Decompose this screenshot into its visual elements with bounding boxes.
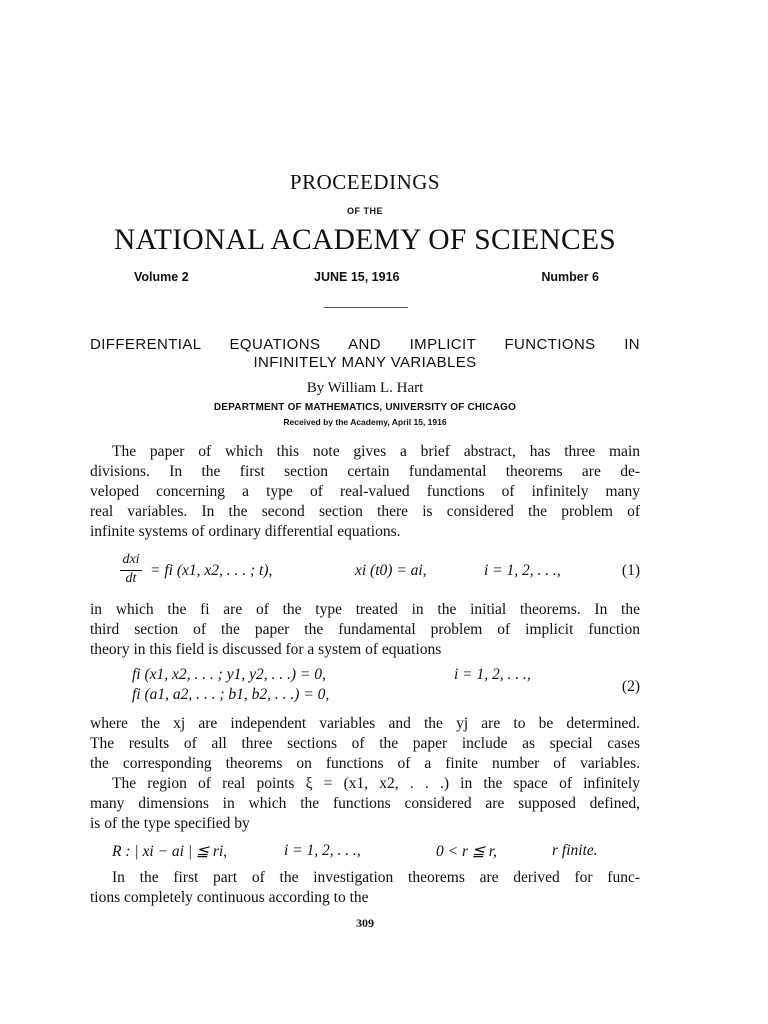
text-line: divisions. In the first section certain fundamental theorems are de- (90, 463, 640, 480)
text-line: in which the fi are of the type treated in the initial theorems. In the (90, 601, 640, 618)
paragraph-1 (90, 442, 640, 542)
text-line: tions completely continuous according to the (90, 889, 369, 906)
paragraph-2 (90, 600, 640, 660)
journal-of: OF THE (347, 206, 383, 216)
equation-2-line-2: fi (a1, a2, . . . ; b1, b2, . . .) = 0, (132, 686, 330, 703)
text-line: The region of real points ξ = (x1, x2, . . .) in the space of infinitely (112, 775, 640, 792)
author-department: DEPARTMENT OF MATHEMATICS, UNIVERSITY OF CHICAGO (213, 402, 517, 413)
paragraph-3 (90, 714, 640, 774)
article-title (90, 336, 640, 372)
received-date: Received by the Academy, April 15, 1916 (283, 417, 447, 427)
equation-1-initial: xi (t0) = ai, (355, 562, 427, 579)
equation-2-label: (2) (621, 678, 640, 695)
header-divider (324, 307, 408, 308)
text-line: theory in this field is discussed for a system of equations (90, 641, 442, 658)
journal-title: PROCEEDINGS (289, 170, 441, 194)
fraction-numerator: dxi (122, 552, 140, 567)
journal-name: NATIONAL ACADEMY OF SCIENCES (113, 224, 616, 256)
equation-3-range: i = 1, 2, . . ., (284, 842, 361, 859)
equation-2-line-1: fi (x1, x2, . . . ; y1, y2, . . .) = 0, (132, 666, 326, 683)
text-line: third section of the paper the fundamental problem of implicit function (90, 621, 640, 638)
fraction-denominator: dt (125, 571, 137, 586)
equation-1-range: i = 1, 2, . . ., (484, 562, 561, 579)
text-line: is of the type specified by (90, 815, 250, 832)
equation-3-bound: 0 < r ≦ r, (436, 843, 497, 860)
equation-3-region: R : | xi − ai | ≦ ri, (112, 843, 228, 860)
text-line: In the first part of the investigation theorems are derived for func- (112, 869, 640, 886)
equation-2-range: i = 1, 2, . . ., (454, 666, 531, 683)
text-line: real variables. In the second section there is considered the problem of (90, 503, 640, 520)
text-line: infinite systems of ordinary differential equations. (90, 523, 401, 540)
equation-1-fraction (116, 552, 146, 587)
text-line: The paper of which this note gives a brief abstract, has three main (112, 443, 640, 460)
text-line: The results of all three sections of the paper include as special cases (90, 735, 640, 752)
paragraph-4 (90, 774, 640, 834)
number-label: Number 6 (541, 270, 599, 284)
page-number: 309 (356, 916, 374, 930)
equation-1-label: (1) (621, 562, 640, 579)
text-line: many dimensions in which the functions considered are supposed defined, (90, 795, 640, 812)
text-line: veloped concerning a type of real-valued functions of infinitely many (90, 483, 640, 500)
article-title-line: INFINITELY MANY VARIABLES (253, 354, 477, 371)
text-line: where the xj are independent variables and the yj are to be determined. (90, 715, 640, 732)
paragraph-5 (90, 868, 640, 908)
article-author: By William L. Hart (306, 380, 424, 396)
article-title-line: DIFFERENTIAL EQUATIONS AND IMPLICIT FUNCTIONS IN (90, 336, 640, 353)
issue-date: JUNE 15, 1916 (314, 270, 400, 284)
equation-3-finite: r finite. (552, 842, 598, 859)
equation-1-body: = fi (x1, x2, . . . ; t), (150, 562, 273, 579)
text-line: the corresponding theorems on functions of a finite number of variables. (90, 755, 640, 772)
volume-label: Volume 2 (134, 270, 189, 284)
journal-page (90, 0, 640, 1024)
